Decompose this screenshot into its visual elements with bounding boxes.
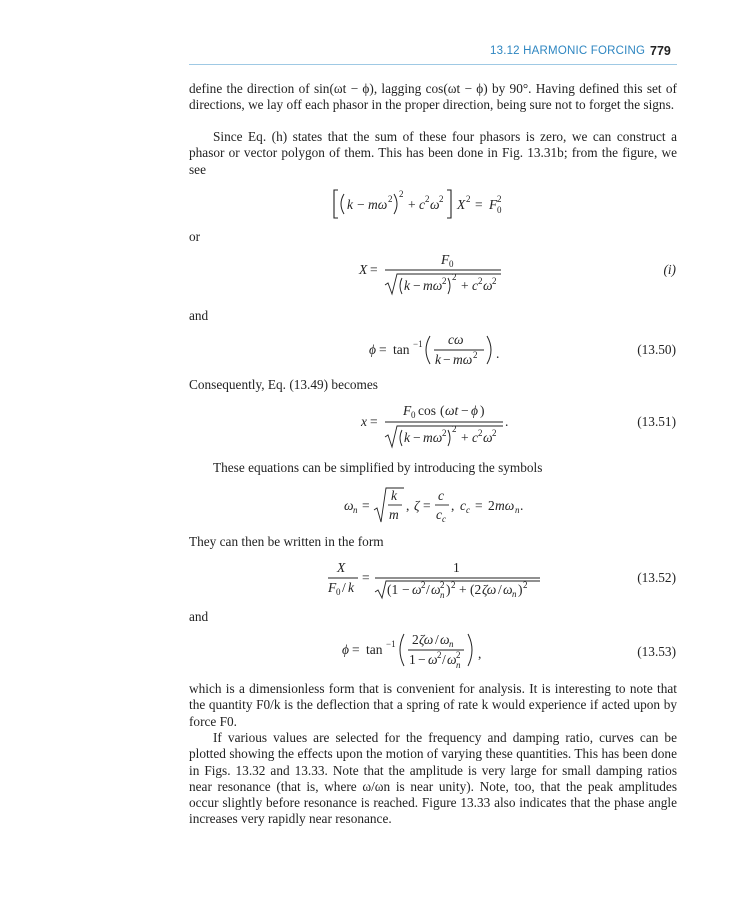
svg-text:2: 2	[412, 632, 419, 647]
svg-text:0: 0	[336, 587, 341, 597]
svg-text:(1: (1	[387, 582, 399, 597]
svg-text:c: c	[442, 514, 446, 524]
svg-text:=: =	[370, 414, 378, 429]
svg-text:=: =	[423, 498, 431, 513]
svg-text:c: c	[472, 430, 478, 445]
equation-13-53-dimensionless-phase	[330, 626, 510, 674]
svg-text:mω: mω	[423, 430, 443, 445]
paragraph-6: If various values are selected for the frequency and damping ratio, curves can be plotted showing the effects upon the motion of varying these quantities. This has been done in Figs. 13.32 and 13.33. Note that the amplitude is very large for small damping ratios near resonance (that is, where ω/ωn is near unity). Note, too, that the peak amplitudes occur slightly before resonance is reached. Figure 13.33 also indicates that the phase angle increases very rapidly near resonance.	[189, 730, 677, 827]
svg-text:−1: −1	[413, 339, 423, 349]
svg-text:=: =	[379, 342, 387, 357]
svg-text:tan: tan	[393, 342, 410, 357]
svg-text:x: x	[361, 414, 367, 429]
svg-text:k: k	[404, 430, 410, 445]
svg-text:,: ,	[451, 498, 455, 513]
svg-text:ζω: ζω	[482, 582, 497, 597]
header-rule	[189, 64, 677, 65]
equation-number-13-52: (13.52)	[637, 570, 676, 585]
svg-text:mω: mω	[453, 352, 473, 367]
svg-text:c: c	[438, 488, 444, 503]
svg-text:2: 2	[478, 276, 483, 286]
svg-text:−: −	[413, 278, 421, 293]
svg-text:k: k	[348, 580, 354, 595]
svg-text:cos: cos	[418, 403, 436, 418]
svg-text:=: =	[370, 262, 378, 277]
svg-text:n: n	[515, 505, 520, 515]
svg-text:0: 0	[411, 410, 416, 420]
svg-text:ω: ω	[430, 197, 440, 212]
svg-text:ω: ω	[483, 430, 493, 445]
svg-text:−: −	[357, 197, 365, 212]
svg-text:2: 2	[452, 424, 457, 434]
equation-number-13-53: (13.53)	[637, 644, 676, 659]
svg-text:2: 2	[388, 194, 393, 204]
svg-text:k: k	[347, 197, 353, 212]
equation-number-13-50: (13.50)	[637, 342, 676, 357]
svg-text:−: −	[413, 430, 421, 445]
svg-text:ω: ω	[344, 498, 354, 513]
svg-text:tan: tan	[366, 642, 383, 657]
svg-text:/: /	[435, 632, 439, 647]
svg-text:n: n	[456, 660, 461, 670]
svg-text:c: c	[472, 278, 478, 293]
svg-text:ω: ω	[412, 582, 422, 597]
equation-13-51-response	[357, 398, 522, 450]
svg-text:.: .	[520, 498, 524, 513]
svg-text:2: 2	[523, 580, 528, 590]
running-head-section: 13.12 HARMONIC FORCING	[490, 45, 646, 57]
word-and-1: and	[189, 308, 209, 323]
svg-text:): )	[480, 403, 485, 418]
equation-i-amplitude	[355, 248, 515, 298]
svg-text:2: 2	[492, 276, 497, 286]
svg-text:/: /	[342, 580, 346, 595]
svg-text:mω: mω	[423, 278, 443, 293]
svg-text:mω: mω	[495, 498, 515, 513]
page-number: 779	[650, 44, 671, 58]
svg-text:n: n	[512, 589, 517, 599]
svg-text:2: 2	[492, 428, 497, 438]
paragraph-2: Since Eq. (h) states that the sum of these four phasors is zero, we can construct a phasor or vector polygon of them. This has been done in Fig. 13.31b; from the figure, we see	[189, 129, 677, 177]
svg-text:ϕ: ϕ	[369, 342, 376, 357]
svg-text:2: 2	[466, 194, 471, 204]
svg-text:k: k	[435, 352, 441, 367]
svg-text:1: 1	[409, 652, 416, 667]
svg-text:mω: mω	[368, 197, 388, 212]
svg-text:2: 2	[478, 428, 483, 438]
equation-symbol-definitions	[340, 484, 540, 528]
svg-text:+: +	[408, 197, 416, 212]
equation-amplitude-squared	[330, 186, 530, 224]
svg-text:c: c	[466, 505, 470, 515]
paragraph-3: These equations can be simplified by introducing the symbols	[213, 460, 543, 475]
svg-text:c: c	[460, 498, 466, 513]
svg-text:F: F	[489, 197, 498, 212]
svg-text:2: 2	[421, 580, 426, 590]
svg-text:F: F	[403, 403, 412, 418]
svg-text:,: ,	[406, 498, 410, 513]
equation-13-50-phase	[365, 328, 505, 372]
svg-text:/: /	[426, 582, 430, 597]
equation-number-i: (i)	[663, 262, 676, 277]
svg-text:+: +	[461, 278, 469, 293]
svg-text:ζ: ζ	[414, 498, 420, 513]
svg-text:ϕ: ϕ	[342, 642, 349, 657]
svg-text:=: =	[352, 642, 360, 657]
svg-text:c: c	[419, 197, 425, 212]
word-or: or	[189, 229, 201, 244]
svg-text:−1: −1	[386, 639, 396, 649]
svg-text:ω: ω	[431, 582, 441, 597]
word-and-2: and	[189, 609, 209, 624]
svg-text:n: n	[449, 639, 454, 649]
svg-text:1: 1	[453, 560, 460, 575]
svg-text:ζω: ζω	[419, 632, 434, 647]
svg-text:−: −	[461, 403, 469, 418]
svg-text:2: 2	[442, 428, 447, 438]
paragraph-1: define the direction of sin(ωt − ϕ), lagging cos(ωt − ϕ) by 90°. Having defined this set of directions, we lay off each phasor in the proper direction, being sure not to forget the signs.	[189, 81, 677, 113]
consequently-line: Consequently, Eq. (13.49) becomes	[189, 377, 378, 392]
svg-text:ω: ω	[503, 582, 513, 597]
svg-text:+: +	[461, 430, 469, 445]
svg-text:F: F	[441, 252, 450, 267]
svg-text:X: X	[337, 560, 346, 575]
equation-13-52-dimensionless-amplitude	[325, 554, 545, 600]
svg-text:F: F	[328, 580, 337, 595]
svg-text:m: m	[389, 507, 399, 522]
svg-text:.: .	[505, 414, 509, 429]
svg-text:2: 2	[437, 650, 442, 660]
svg-text:,: ,	[478, 646, 482, 661]
svg-text:0: 0	[449, 259, 454, 269]
svg-text:2: 2	[473, 350, 478, 360]
svg-text:n: n	[353, 505, 358, 515]
svg-text:(: (	[440, 403, 445, 418]
svg-text:2: 2	[440, 580, 445, 590]
paragraph-4: They can then be written in the form	[189, 534, 384, 549]
svg-text:2: 2	[488, 498, 495, 513]
svg-text:2: 2	[442, 276, 447, 286]
svg-text:−: −	[402, 582, 410, 597]
svg-text:ϕ: ϕ	[471, 403, 478, 418]
svg-text:X: X	[457, 197, 466, 212]
svg-text:−: −	[418, 652, 426, 667]
svg-text:X: X	[359, 262, 368, 277]
svg-text:2: 2	[425, 194, 430, 204]
svg-text:n: n	[440, 590, 445, 600]
svg-text:=: =	[475, 498, 483, 513]
svg-text:ω: ω	[428, 652, 438, 667]
paragraph-5: which is a dimensionless form that is convenient for analysis. It is interesting to note that the quantity F0/k is the deflection that a spring of rate k would experience if acted upon by force F0.	[189, 681, 677, 729]
svg-text:0: 0	[497, 205, 502, 215]
svg-text:cω: cω	[448, 332, 464, 347]
svg-text:2: 2	[452, 272, 457, 282]
svg-text:=: =	[475, 197, 483, 212]
svg-text:2: 2	[439, 194, 444, 204]
svg-text:=: =	[362, 570, 370, 585]
svg-text:−: −	[443, 352, 451, 367]
equation-number-13-51: (13.51)	[637, 414, 676, 429]
svg-text:=: =	[362, 498, 370, 513]
svg-text:2: 2	[456, 650, 461, 660]
svg-text:/: /	[498, 582, 502, 597]
svg-text:/: /	[442, 652, 446, 667]
svg-text:2: 2	[399, 189, 404, 199]
svg-text:ω: ω	[483, 278, 493, 293]
svg-text:c: c	[436, 507, 442, 522]
svg-text:k: k	[404, 278, 410, 293]
svg-text:ω: ω	[440, 632, 450, 647]
svg-text:2: 2	[451, 580, 456, 590]
svg-text:ωt: ωt	[445, 403, 459, 418]
svg-text:k: k	[391, 488, 397, 503]
svg-text:): )	[518, 582, 523, 597]
svg-text:(2: (2	[470, 582, 482, 597]
svg-text:2: 2	[497, 194, 502, 204]
svg-text:): )	[446, 582, 451, 597]
svg-text:+: +	[459, 582, 467, 597]
svg-text:.: .	[496, 346, 500, 361]
svg-text:ω: ω	[447, 652, 457, 667]
